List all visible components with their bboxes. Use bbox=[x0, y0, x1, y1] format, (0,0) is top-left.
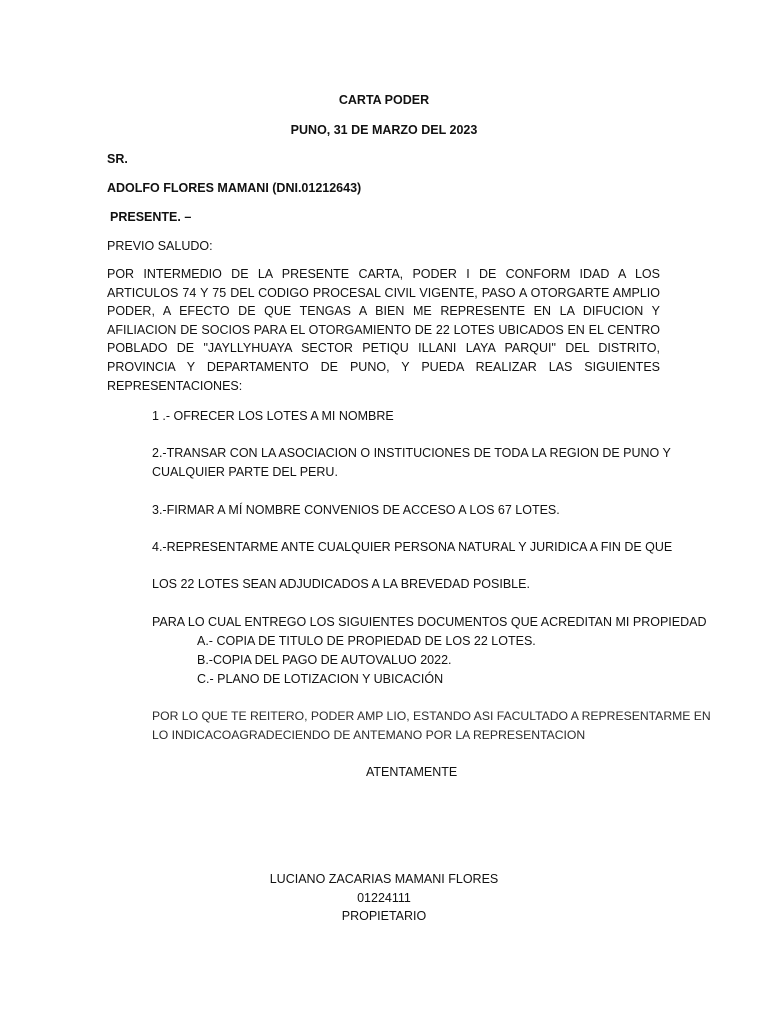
letter-title: CARTA PODER bbox=[338, 93, 430, 107]
signer-name: LUCIANO ZACARIAS MAMANI FLORES bbox=[269, 872, 499, 886]
list-item-3: 3.-FIRMAR A MÍ NOMBRE CONVENIOS DE ACCESO A LOS 67 LOTES. bbox=[152, 503, 560, 517]
list-item-4-line-2: LOS 22 LOTES SEAN ADJUDICADOS A LA BREVEDAD POSIBLE. bbox=[152, 577, 530, 591]
body-paragraph: POR INTERMEDIO DE LA PRESENTE CARTA, PODER I DE CONFORM IDAD A LOS ARTICULOS 74 Y 75 DEL CODIGO PROCESAL CIVIL VIGENTE, PASO A OTORGARTE AMPLIO PODER, A EFECTO DE QUE TENGAS A BIEN ME REPRESENTE EN LA DIFUCION Y AFILIACION DE SOCIOS PARA EL OTORGAMIENTO DE 22 LOTES UBICADOS EN EL CENTRO POBLADO DE "JAYLLYHUAYA SECTOR PETIQU ILLANI LAYA PARQUI" DEL DISTRITO, PROVINCIA Y DEPARTAMENTO DE PUNO, Y PUEDA REALIZAR LAS SIGUIENTES REPRESENTACIONES: bbox=[107, 267, 660, 393]
signer-role: PROPIETARIO bbox=[341, 909, 427, 923]
greeting: PREVIO SALUDO: bbox=[107, 239, 213, 253]
salutation: SR. bbox=[107, 152, 128, 166]
documents-intro: PARA LO CUAL ENTREGO LOS SIGUIENTES DOCUMENTOS QUE ACREDITAN MI PROPIEDAD bbox=[152, 615, 707, 629]
document-item-c: C.- PLANO DE LOTIZACION Y UBICACIÓN bbox=[197, 672, 444, 686]
closing-line-2: LO INDICACOAGRADECIENDO DE ANTEMANO POR LA REPRESENTACION bbox=[152, 728, 586, 742]
list-item-4-line-1: 4.-REPRESENTARME ANTE CUALQUIER PERSONA NATURAL Y JURIDICA A FIN DE QUE bbox=[152, 540, 673, 554]
list-item-2-line-2: CUALQUIER PARTE DEL PERU. bbox=[152, 465, 338, 479]
list-item-1: 1 .- OFRECER LOS LOTES A MI NOMBRE bbox=[152, 409, 394, 423]
signer-dni: 01224111 bbox=[357, 891, 411, 905]
place-date: PUNO, 31 DE MARZO DEL 2023 bbox=[290, 123, 478, 137]
presente-line: PRESENTE. – bbox=[110, 210, 192, 224]
list-item-2-line-1: 2.-TRANSAR CON LA ASOCIACION O INSTITUCIONES DE TODA LA REGION DE PUNO Y bbox=[152, 446, 671, 460]
document-item-b: B.-COPIA DEL PAGO DE AUTOVALUO 2022. bbox=[197, 653, 452, 667]
sign-off: ATENTAMENTE bbox=[366, 765, 458, 779]
document-item-a: A.- COPIA DE TITULO DE PROPIEDAD DE LOS 22 LOTES. bbox=[197, 634, 536, 648]
closing-line-1: POR LO QUE TE REITERO, PODER AMP LIO, ESTANDO ASI FACULTADO A REPRESENTARME EN bbox=[152, 709, 711, 723]
recipient-name: ADOLFO FLORES MAMANI (DNI.01212643) bbox=[107, 181, 362, 195]
